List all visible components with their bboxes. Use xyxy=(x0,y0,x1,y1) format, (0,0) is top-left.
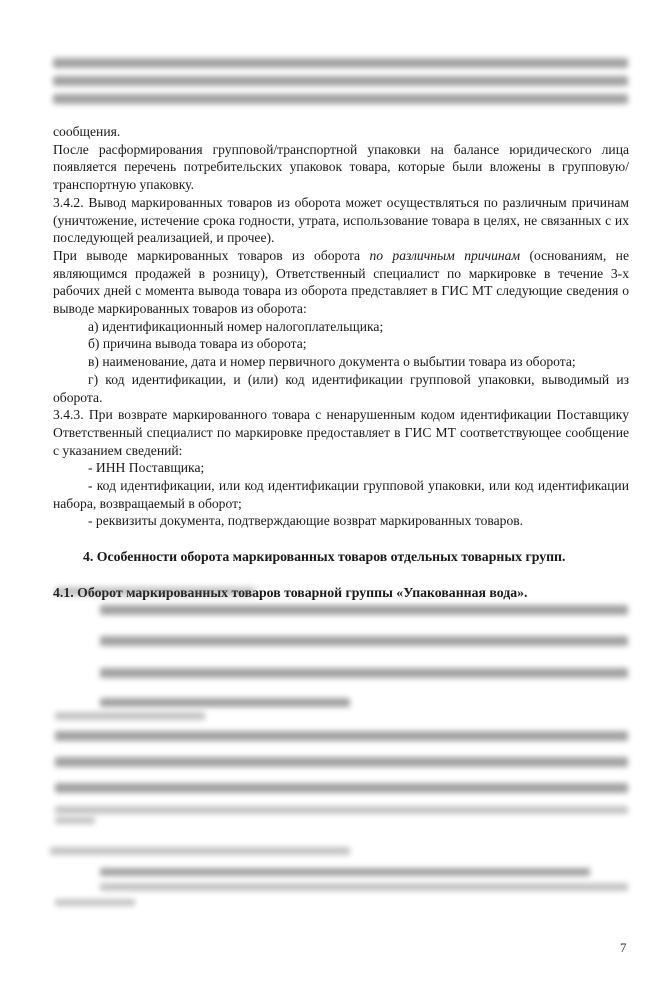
paragraph-withdrawal xyxy=(53,247,629,318)
blurred-text-line xyxy=(55,757,628,767)
blurred-text-line xyxy=(55,587,255,596)
section-heading-4-1: 4.1. Оборот маркированных товаров товарной группы «Упакованная вода». xyxy=(53,584,528,600)
blurred-text-line xyxy=(55,806,628,814)
page-number: 7 xyxy=(620,940,627,955)
blurred-text-line xyxy=(100,668,628,678)
list-item: - ИНН Поставщика; xyxy=(88,460,205,476)
blurred-text-line xyxy=(53,94,628,104)
blurred-text-line xyxy=(55,899,135,906)
text: (основаниям, не являющимся продажей в розницу), Ответственный специалист по маркировке в течение 3-х рабочих дней с момента вывода товара из оборота представляет в ГИС МТ следующие сведения о выводе маркированных товаров из оборота: xyxy=(53,247,629,317)
paragraph-3-4-3: 3.4.3. При возврате маркированного товара с ненарушенным кодом идентификации Поставщику Ответственный специалист по маркировке предоставляет в ГИС МТ соответствующее сообщение с указанием сведений: xyxy=(53,407,629,458)
italic-text: по различным причинам xyxy=(369,247,521,263)
blurred-text-line xyxy=(53,76,628,86)
blurred-text-line xyxy=(100,605,628,615)
list-item: г) код идентификации, и (или) код идентификации групповой упаковки, выводимый из оборота. xyxy=(53,371,629,405)
blurred-text-line xyxy=(55,712,205,720)
list-item: в) наименование, дата и номер первичного документа о выбытии товара из оборота; xyxy=(88,354,576,370)
blurred-text-line xyxy=(100,868,590,876)
text: При выводе маркированных товаров из оборота xyxy=(53,247,370,263)
blurred-text-line xyxy=(100,883,628,891)
list-item: - реквизиты документа, подтверждающие возврат маркированных товаров. xyxy=(88,513,524,529)
blurred-text-line xyxy=(55,783,628,793)
blurred-text-line xyxy=(100,698,350,707)
paragraph-3-4-2: 3.4.2. Вывод маркированных товаров из оборота может осуществляться по различным причинам (уничтожение, истечение срока годности, утрата, использование товара в целях, не связанных с их последующей реализацией, и прочее). xyxy=(53,194,629,246)
list-item: а) идентификационный номер налогоплательщика; xyxy=(88,318,384,334)
list-item: - код идентификации, или код идентификации групповой упаковки, или код идентификации набора, возвращаемый в оборот; xyxy=(53,478,629,511)
blurred-text-line xyxy=(55,731,628,741)
list-item: б) причина вывода товара из оборота; xyxy=(88,336,307,352)
blurred-text-line xyxy=(55,817,95,824)
blurred-text-line xyxy=(53,58,628,68)
document-body xyxy=(53,123,629,602)
text-line: сообщения. xyxy=(53,124,121,139)
section-heading-4: 4. Особенности оборота маркированных товаров отдельных товарных групп. xyxy=(83,549,566,565)
blurred-text-line xyxy=(50,847,350,855)
blurred-text-line xyxy=(100,636,628,646)
paragraph-regrouping: После расформирования групповой/транспортной упаковки на балансе юридического лица появляется перечень потребительских упаковок товара, которые были вложены в групповую/транспортную упаковку. xyxy=(53,141,629,193)
